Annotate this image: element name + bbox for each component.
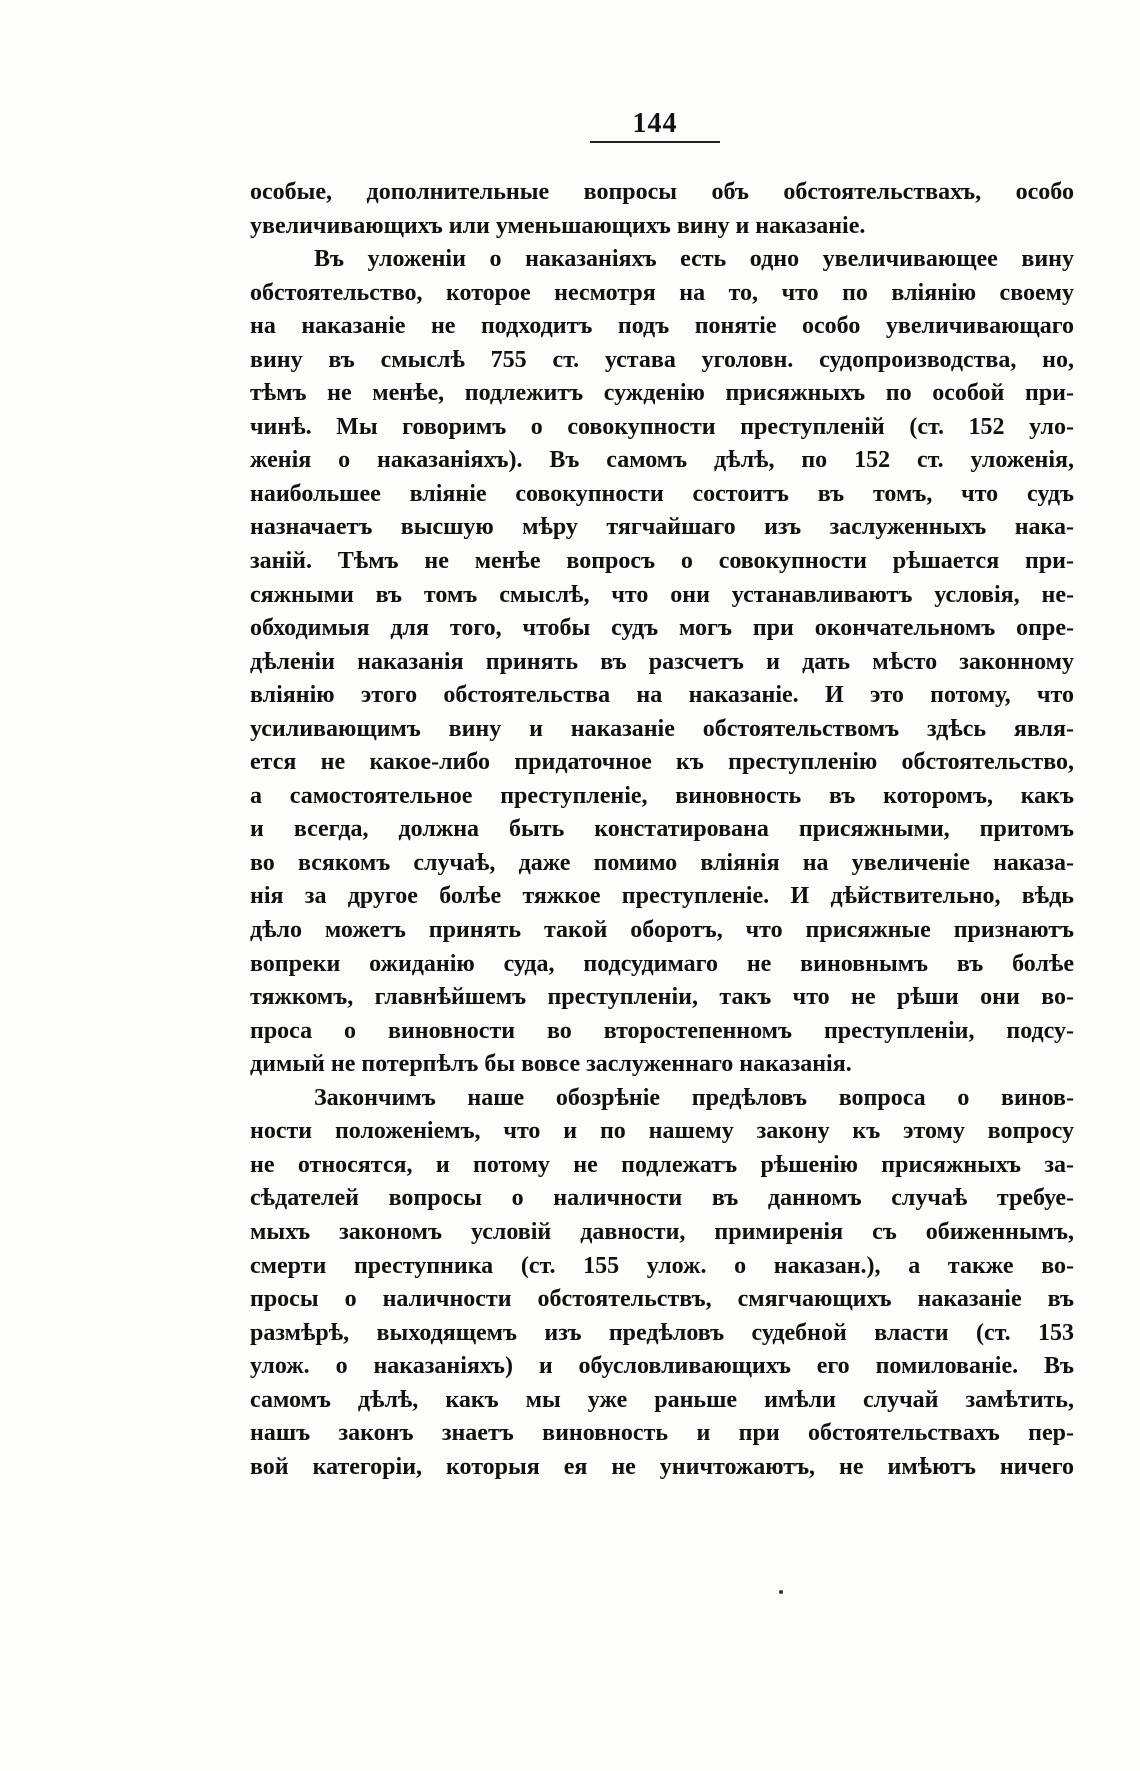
text-line: димый не потерпѣлъ бы вовсе заслуженнаго наказанія. [250,1051,852,1078]
text-line: проса о виновности во второстепенномъ преступленіи, подсу- [250,1017,1074,1044]
body-text [250,176,1074,1484]
text-line: наибольшее вліяніе совокупности состоитъ въ томъ, что судъ [250,480,1074,507]
text-line: усиливающимъ вину и наказаніе обстоятельствомъ здѣсь явля- [250,715,1074,742]
text-line: женія о наказаніяхъ). Въ самомъ дѣлѣ, по 152 ст. уложенія, [250,447,1074,474]
text-line: во всякомъ случаѣ, даже помимо вліянія на увеличеніе наказа- [250,849,1074,876]
text-line: улож. о наказаніяхъ) и обусловливающихъ его помилованіе. Въ [250,1353,1074,1380]
text-line: тяжкомъ, главнѣйшемъ преступленіи, такъ что не рѣши они во- [250,984,1074,1011]
text-line: вопреки ожиданію суда, подсудимаго не виновнымъ въ болѣе [250,950,1074,977]
text-line: дѣленіи наказанія принять въ разсчетъ и дать мѣсто законному [250,648,1074,675]
text-line: назначаетъ высшую мѣру тягчайшаго изъ заслуженныхъ нака- [250,514,1074,541]
text-line: ности положеніемъ, что и по нашему закону къ этому вопросу [250,1118,1074,1145]
text-line: нашъ законъ знаетъ виновность и при обстоятельствахъ пер- [250,1420,1074,1447]
text-line: особые, дополнительные вопросы объ обстоятельствахъ, особо [250,179,1074,205]
page-number-rule [590,141,720,143]
text-line: нія за другое болѣе тяжкое преступленіе. И дѣйствительно, вѣдь [250,883,1074,910]
text-line: сяжными въ томъ смыслѣ, что они устанавливаютъ условія, не- [250,581,1074,608]
text-line: на наказаніе не подходитъ подъ понятіе особо увеличивающаго [250,313,1074,340]
text-line: дѣло можетъ принять такой оборотъ, что присяжные признаютъ [250,917,1074,944]
text-line: чинѣ. Мы говоримъ о совокупности преступленій (ст. 152 уло- [250,413,1074,440]
text-line: и всегда, должна быть констатирована присяжными, притомъ [250,816,1074,843]
text-line: просы о наличности обстоятельствъ, смягчающихъ наказаніе въ [250,1286,1074,1313]
text-line: мыхъ закономъ условій давности, примиренія съ обиженнымъ, [250,1218,1074,1245]
text-line: обстоятельство, которое несмотря на то, что по вліянію своему [250,279,1074,306]
text-line: заній. Тѣмъ не менѣе вопросъ о совокупности рѣшается при- [250,548,1074,575]
text-line: самомъ дѣлѣ, какъ мы уже раньше имѣли случай замѣтить, [250,1386,1074,1413]
text-line: а самостоятельное преступленіе, виновность въ которомъ, какъ [250,782,1074,809]
page-number: 144 [632,108,678,139]
text-line: вину въ смыслѣ 755 ст. устава уголовн. судопроизводства, но, [250,346,1074,373]
text-line: вой категоріи, которыя ея не уничтожаютъ, не имѣютъ ничего [250,1453,1074,1480]
text-line: размѣрѣ, выходящемъ изъ предѣловъ судебной власти (ст. 153 [250,1319,1074,1346]
text-line: обходимыя для того, чтобы судъ могъ при окончательномъ опре- [250,615,1074,642]
text-line: вліянію этого обстоятельства на наказаніе. И это потому, что [250,682,1074,709]
paragraph-start-line: Въ уложеніи о наказаніяхъ есть одно увеличивающее вину [314,246,1074,273]
ink-speck [779,1590,783,1594]
text-line: увеличивающихъ или уменьшающихъ вину и наказаніе. [250,212,866,239]
text-line: ется не какое-либо придаточное къ преступленію обстоятельство, [250,749,1074,776]
paragraph-start-line: Закончимъ наше обозрѣніе предѣловъ вопроса о винов- [314,1084,1074,1111]
text-line: смерти преступника (ст. 155 улож. о наказан.), а также во- [250,1252,1074,1279]
text-line: не относятся, и потому не подлежатъ рѣшенію присяжныхъ за- [250,1151,1074,1178]
text-line: сѣдателей вопросы о наличности въ данномъ случаѣ требуе- [250,1185,1074,1212]
text-line: тѣмъ не менѣе, подлежитъ сужденію присяжныхъ по особой при- [250,380,1074,407]
